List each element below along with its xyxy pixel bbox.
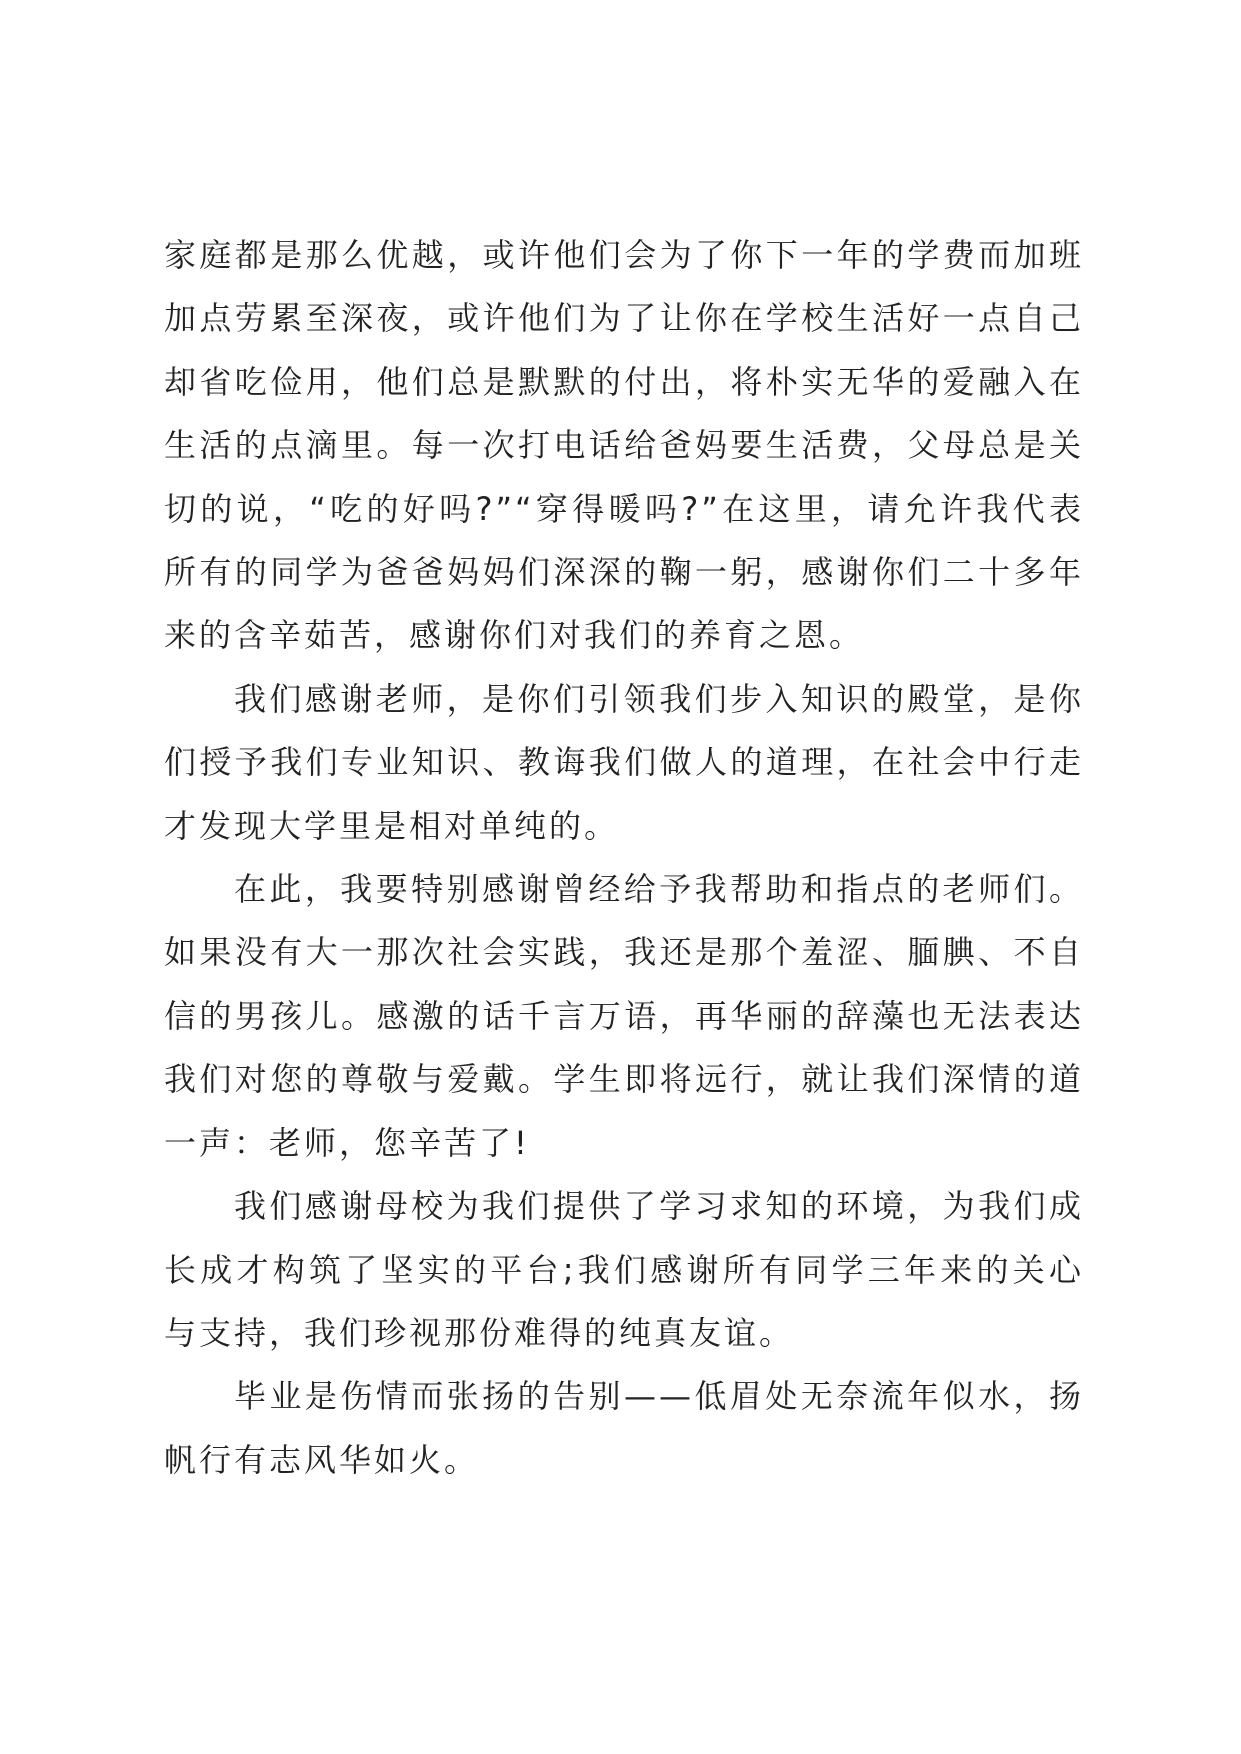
paragraph-school-classmates: 我们感谢母校为我们提供了学习求知的环境，为我们成长成才构筑了坚实的平台;我们感谢所有同学三年来的关心与支持，我们珍视那份难得的纯真友谊。 xyxy=(164,1187,1084,1352)
paragraph-parents: 家庭都是那么优越，或许他们会为了你下一年的学费而加班加点劳累至深夜，或许他们为了让你在学校生活好一点自己却省吃俭用，他们总是默默的付出，将朴实无华的爱融入在生活的点滴里。每一次打电话给爸妈要生活费，父母总是关切的说，“吃的好吗?”“穿得暖吗?”在这里，请允许我代表所有的同学为爸爸妈妈们深深的鞠一躬，感谢你们二十多年来的含辛茹苦，感谢你们对我们的养育之恩。 xyxy=(164,236,1084,655)
paragraph-farewell: 毕业是伤情而张扬的告别——低眉处无奈流年似水，扬帆行有志风华如火。 xyxy=(164,1377,1084,1479)
document-body xyxy=(164,224,1084,1492)
paragraph-special-thanks: 在此，我要特别感谢曾经给予我帮助和指点的老师们。如果没有大一那次社会实践，我还是那个羞涩、腼腆、不自信的男孩儿。感激的话千言万语，再华丽的辞藻也无法表达我们对您的尊敬与爱戴。学生即将远行，就让我们深情的道一声：老师，您辛苦了! xyxy=(164,870,1084,1162)
paragraph-teachers: 我们感谢老师，是你们引领我们步入知识的殿堂，是你们授予我们专业知识、教诲我们做人的道理，在社会中行走才发现大学里是相对单纯的。 xyxy=(164,679,1084,845)
